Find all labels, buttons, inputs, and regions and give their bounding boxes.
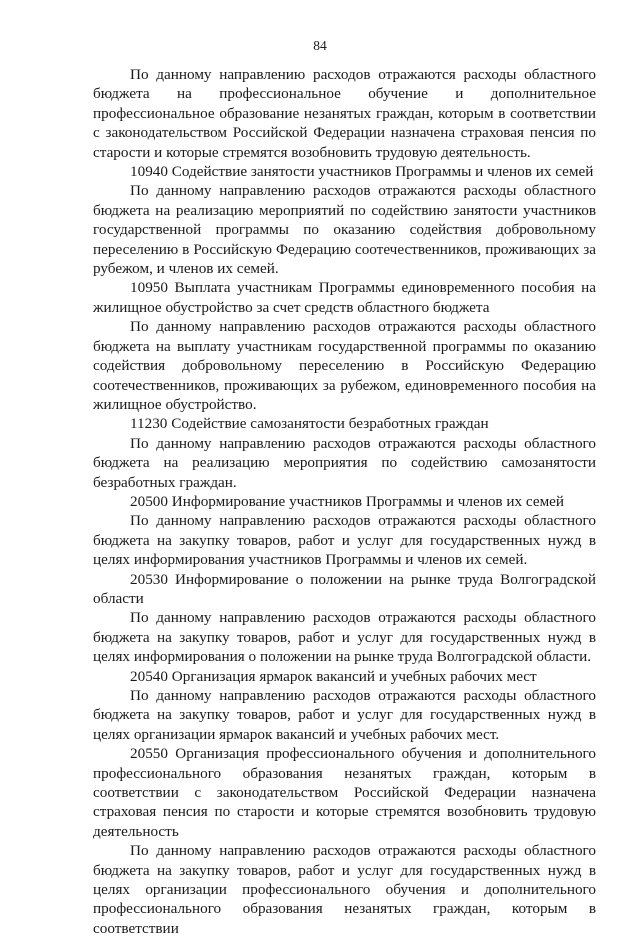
page-number: 84 — [313, 38, 327, 53]
paragraph-expense-description: По данному направлению расходов отражаются расходы областного бюджета на закупку товаров, работ и услуг для государственных нужд в целях информирования о положении на рынке труда Волгоградской области. — [93, 609, 596, 666]
paragraph-expense-description: По данному направлению расходов отражаются расходы областного бюджета на закупку товаров, работ и услуг для государственных нужд в целях организации ярмарок вакансий и учебных рабочих мест. — [93, 687, 596, 743]
section-heading-10950: 10950 Выплата участникам Программы единовременного пособия на жилищное обустройство за счет средств областного бюджета — [93, 279, 596, 316]
paragraph-expense-description: По данному направлению расходов отражаются расходы областного бюджета на профессиональное обучение и дополнительное профессиональное образование незанятых граждан, которым в соответствии с законодательством Российской Федерации назначена страховая пенсия по старости и которые стремятся возобновить трудовую деятельность. — [93, 66, 596, 161]
section-heading-20530: 20530 Информирование о положении на рынке труда Волгоградской области — [93, 570, 596, 607]
paragraph-expense-description: По данному направлению расходов отражаются расходы областного бюджета на выплату участникам государственной программы по оказанию содействия добровольному переселению в Российскую Федерацию соотечественников, проживающих за рубежом, единовременного пособия на жилищное обустройство. — [93, 318, 596, 413]
section-heading-20550: 20550 Организация профессионального обучения и дополнительного профессионального образования незанятых граждан, которым в соответствии с законодательством Российской Федерации назначена страховая пенсия по старости и которые стремятся возобновить трудовую деятельность — [93, 745, 596, 840]
paragraph-expense-description: По данному направлению расходов отражаются расходы областного бюджета на реализацию мероприятий по содействию занятости участников государственной программы по оказанию содействия добровольному переселению в Российскую Федерацию соотечественников, проживающих за рубежом, и членов их семей. — [93, 182, 596, 278]
document-body — [93, 65, 596, 938]
paragraph-expense-description: По данному направлению расходов отражаются расходы областного бюджета на закупку товаров, работ и услуг для государственных нужд в целях информирования участников Программы и членов их семей. — [93, 512, 596, 569]
paragraph-expense-description: По данному направлению расходов отражаются расходы областного бюджета на реализацию мероприятия по содействию самозанятости безработных граждан. — [93, 434, 596, 491]
section-heading-11230: 11230 Содействие самозанятости безработных граждан — [130, 415, 489, 433]
section-heading-20540: 20540 Организация ярмарок вакансий и учебных рабочих мест — [130, 667, 537, 685]
section-heading-20500: 20500 Информирование участников Программы и членов их семей — [130, 492, 565, 510]
paragraph-expense-description: По данному направлению расходов отражаются расходы областного бюджета на закупку товаров, работ и услуг для государственных нужд в целях организации профессионального обучения и дополнительного профессионального образования незанятых граждан, которым в соответствии — [93, 842, 596, 937]
section-heading-10940: 10940 Содействие занятости участников Программы и членов их семей — [130, 163, 594, 181]
